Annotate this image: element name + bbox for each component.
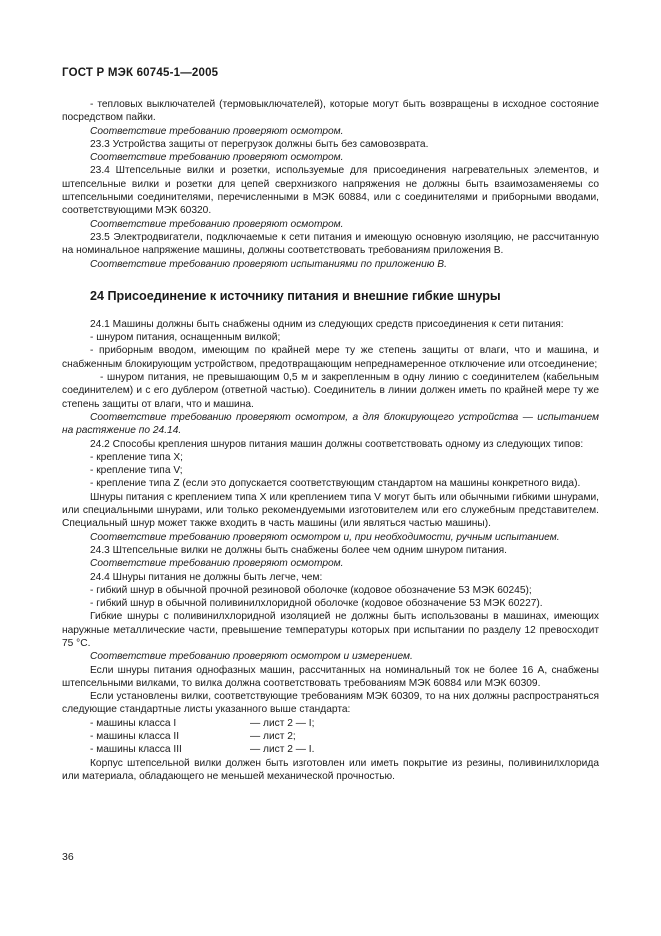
clause-24-1: 24.1 Машины должны быть снабжены одним из следующих средств присоединения к сети питания:	[90, 318, 564, 330]
list-item: - крепление типа X;	[90, 451, 183, 463]
compliance-note: Соответствие требованию проверяют осмотром и измерением.	[90, 651, 413, 663]
compliance-note: Соответствие требованию проверяют осмотром.	[90, 218, 344, 230]
sheet-ref: — лист 2;	[250, 731, 296, 743]
machine-class: - машины класса II	[90, 731, 180, 743]
paragraph: Шнуры питания с креплением типа X или креплением типа V могут быть или обычными гибкими шнурами, или специальными шнурами, или только рекомендуемыми изготовителем или его служебным представителем. Специальный шнур может также входить в часть машины (или являться частью машины).	[62, 491, 599, 530]
machine-class: - машины класса III	[90, 744, 182, 756]
compliance-note: Соответствие требованию проверяют испытаниями по приложению В.	[90, 258, 447, 270]
class-sheet-row	[62, 717, 599, 730]
clause-23-5: 23.5 Электродвигатели, подключаемые к сети питания и имеющую основную изоляцию, не рассчитанную на номинальное напряжение машины, должны соответствовать требованиям приложения В.	[62, 231, 599, 257]
clause-24-3: 24.3 Штепсельные вилки не должны быть снабжены более чем одним шнуром питания.	[90, 544, 508, 556]
clause-23-3: 23.3 Устройства защиты от перегрузок должны быть без самовозврата.	[90, 138, 429, 150]
document-body	[62, 98, 599, 783]
class-sheet-row	[62, 743, 599, 756]
document-header: ГОСТ Р МЭК 60745-1—2005	[62, 67, 219, 79]
list-item: - шнуром питания, оснащенным вилкой;	[90, 332, 281, 344]
list-item: - шнуром питания, не превышающим 0,5 м и закрепленным в одну линию с соединителем (кабельным соединителем) и с его дублером (ответной частью). Соединитель в линии должен иметь по крайней мере ту же степень защиты от влаги, что и машина.	[62, 372, 599, 410]
list-item: - крепление типа V;	[90, 465, 183, 477]
list-item: - гибкий шнур в обычной прочной резиновой оболочке (кодовое обозначение 53 МЭК 60245);	[90, 584, 532, 596]
paragraph: - тепловых выключателей (термовыключателей), которые могут быть возвращены в исходное состояние посредством пайки.	[62, 99, 599, 124]
compliance-note: Соответствие требованию проверяют осмотром и, при необходимости, ручным испытанием.	[90, 531, 560, 543]
paragraph: Корпус штепсельной вилки должен быть изготовлен или иметь покрытие из резины, поливинилхлорида или материала, обладающего не меньшей механической прочностью.	[62, 757, 599, 782]
section-title: 24 Присоединение к источнику питания и внешние гибкие шнуры	[90, 288, 501, 303]
list-item: - приборным вводом, имеющим по крайней мере ту же степень защиты от влаги, что и машина, и снабженным блокирующим устройством, предотвращающим непреднамеренное отключение или отсоединение;	[62, 345, 599, 370]
compliance-note: Соответствие требованию проверяют осмотром, а для блокирующего устройства — испытанием на растяжение по 24.14.	[62, 411, 599, 437]
sheet-ref: — лист 2 — I;	[250, 717, 315, 729]
paragraph: Если шнуры питания однофазных машин, рассчитанных на номинальный ток не более 16 А, снабжены штепсельными вилками, то вилка должна соответствовать требованиям МЭК 60884 или МЭК 60309.	[62, 664, 599, 689]
clause-24-4: 24.4 Шнуры питания не должны быть легче, чем:	[90, 571, 323, 583]
compliance-note: Соответствие требованию проверяют осмотром.	[90, 558, 344, 570]
paragraph: Если установлены вилки, соответствующие требованиям МЭК 60309, то на них должны распространяться следующие стандартные листы указанного выше стандарта:	[62, 691, 599, 716]
compliance-note: Соответствие требованию проверяют осмотром.	[90, 152, 344, 164]
list-item: - крепление типа Z (если это допускается соответствующим стандартом на машины конкретного вида).	[90, 478, 581, 490]
page-number: 36	[62, 851, 74, 863]
compliance-note: Соответствие требованию проверяют осмотром.	[90, 125, 344, 137]
sheet-ref: — лист 2 — I.	[250, 744, 315, 756]
clause-23-4: 23.4 Штепсельные вилки и розетки, используемые для присоединения нагревательных элементов, и штепсельные вилки и розетки для цепей сверхнизкого напряжения не должны быть взаимозаменяемы со штепсельными соединителями, перечисленными в МЭК 60884, или с соединителями и приборными вводами, соответствующими МЭК 60320.	[62, 165, 599, 217]
machine-class: - машины класса I	[90, 717, 177, 729]
class-sheet-row	[62, 730, 599, 743]
list-item: - гибкий шнур в обычной поливинилхлоридной оболочке (кодовое обозначение 53 МЭК 60227).	[90, 598, 543, 610]
clause-24-2: 24.2 Способы крепления шнуров питания машин должны соответствовать одному из следующих типов:	[90, 438, 584, 450]
paragraph: Гибкие шнуры с поливинилхлоридной изоляцией не должны быть использованы в машинах, имеющих наружные металлические части, превышение температуры которых при испытании по разделу 12 превосходит 75 °С.	[62, 611, 599, 649]
